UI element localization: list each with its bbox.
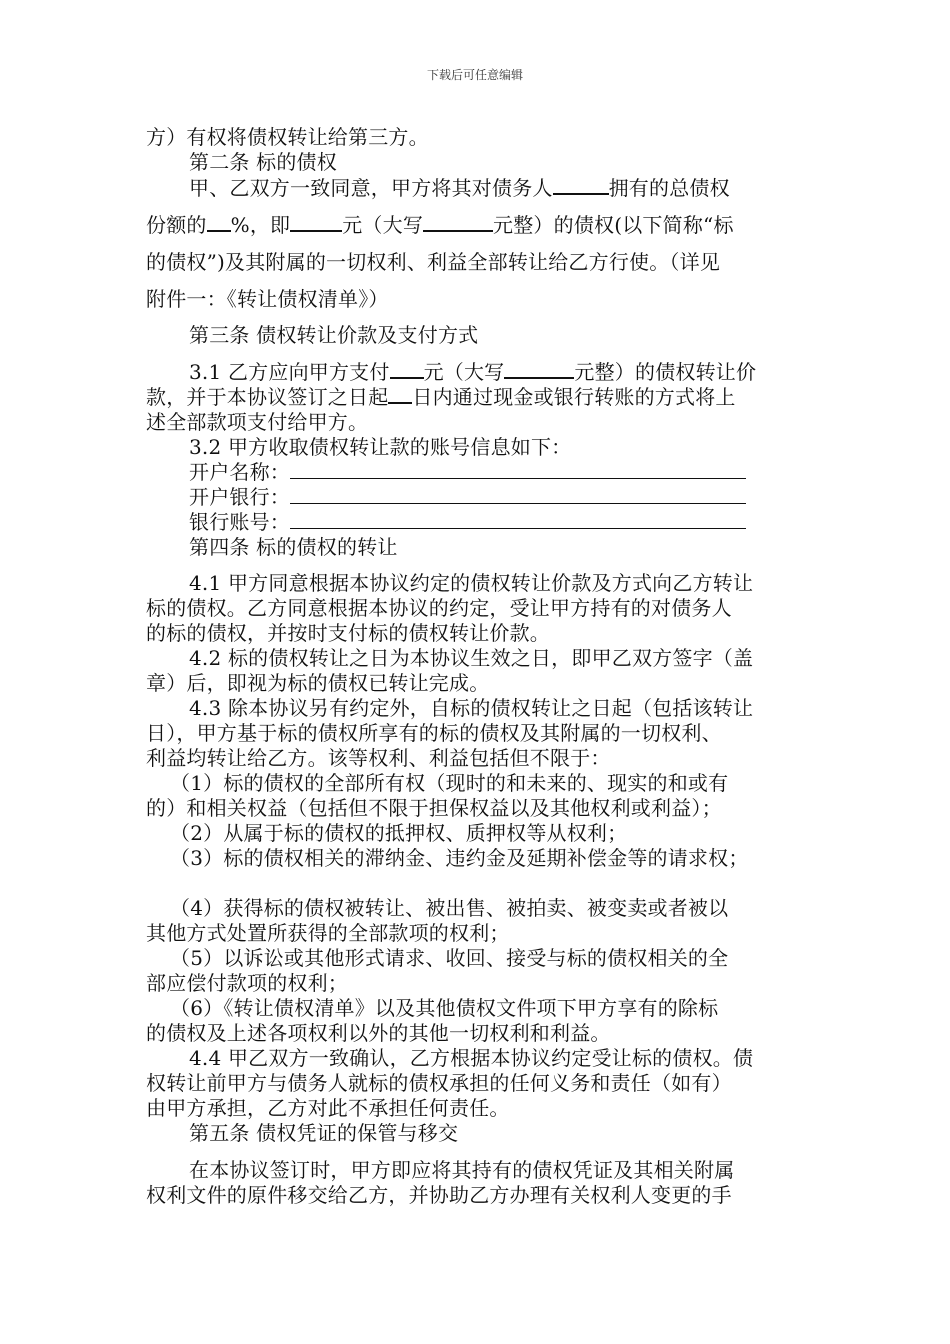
- text-fragment: 元整）的债权转让价: [574, 360, 757, 384]
- text-line: [146, 212, 734, 238]
- text-fragment: 拥有的总债权: [608, 176, 730, 200]
- blank-field: [207, 212, 231, 232]
- text-line: 标的债权。乙方同意根据本协议的约定，受让甲方持有的对债务人: [146, 596, 732, 620]
- text-line: 权转让前甲方与债务人就标的债权承担的任何义务和责任（如有）: [146, 1071, 732, 1095]
- text-line: 的）和相关权益（包括但不限于担保权益以及其他权利或利益）；: [146, 796, 722, 820]
- field-label: 开户银行：: [189, 485, 290, 509]
- text-line: 4.4 甲乙双方一致确认，乙方根据本协议约定受让标的债权。债: [189, 1046, 754, 1070]
- text-line: 由甲方承担，乙方对此不承担任何责任。: [146, 1096, 510, 1120]
- text-line: （6）《转让债权清单》以及其他债权文件项下甲方享有的除标: [170, 996, 719, 1020]
- account-bank-blank: [290, 485, 746, 504]
- section-heading: 第二条 标的债权: [189, 150, 337, 174]
- text-line: 4.2 标的债权转让之日为本协议生效之日，即甲乙双方签字（盖: [189, 646, 754, 670]
- blank-field: [390, 359, 424, 379]
- account-name-blank: [290, 460, 746, 479]
- blank-field: [423, 212, 493, 232]
- text-line: 其他方式处置所获得的全部款项的权利；: [146, 921, 510, 945]
- text-fragment: 元（大写: [342, 213, 424, 237]
- text-fragment: 份额的: [146, 213, 207, 237]
- text-line: 章）后，即视为标的债权已转让完成。: [146, 671, 490, 695]
- text-line: 的标的债权，并按时支付标的债权转让价款。: [146, 621, 550, 645]
- blank-field: [290, 212, 342, 232]
- text-line: 附件一：《转让债权清单》）: [146, 287, 389, 311]
- text-line: [189, 175, 730, 201]
- text-line: 述全部款项支付给甲方。: [146, 410, 369, 434]
- section-heading: 第四条 标的债权的转让: [189, 535, 398, 559]
- text-line: 权利文件的原件移交给乙方，并协助乙方办理有关权利人变更的手: [146, 1183, 732, 1207]
- account-bank-row: [189, 484, 746, 510]
- text-fragment: 元（大写: [423, 360, 505, 384]
- text-fragment: %，即: [230, 213, 291, 237]
- text-fragment: 元整）的债权(以下简称“标: [493, 213, 734, 237]
- blank-field: [504, 359, 574, 379]
- text-line: 的债权及上述各项权利以外的其他一切权利和利益。: [146, 1021, 611, 1045]
- section-heading: 第三条 债权转让价款及支付方式: [189, 323, 479, 347]
- text-line: 的债权”)及其附属的一切权利、利益全部转让给乙方行使。（详见: [146, 250, 721, 274]
- text-line: （2）从属于标的债权的抵押权、质押权等从权利；: [170, 821, 628, 845]
- text-fragment: 日内通过现金或银行转账的方式将上: [412, 385, 736, 409]
- text-line: （3）标的债权相关的滞纳金、违约金及延期补偿金等的请求权；: [170, 846, 749, 870]
- text-line: 在本协议签订时，甲方即应将其持有的债权凭证及其相关附属: [189, 1158, 735, 1182]
- text-line: （5）以诉讼或其他形式请求、收回、接受与标的债权相关的全: [170, 946, 729, 970]
- field-label: 银行账号：: [189, 510, 290, 534]
- text-fragment: 3.1 乙方应向甲方支付: [189, 360, 390, 384]
- page-header: 下载后可任意编辑: [426, 68, 523, 82]
- text-line: [146, 384, 736, 410]
- text-line: [189, 359, 756, 385]
- account-name-row: [189, 459, 746, 485]
- blank-field: [553, 175, 609, 195]
- text-line: （1）标的债权的全部所有权（现时的和未来的、现实的和或有: [170, 771, 729, 795]
- text-line: 4.3 除本协议另有约定外，自标的债权转让之日起（包括该转让: [189, 696, 754, 720]
- account-number-row: [189, 509, 746, 535]
- text-fragment: 款，并于本协议签订之日起: [146, 385, 389, 409]
- text-line: 利益均转让给乙方。该等权利、利益包括但不限于：: [146, 746, 611, 770]
- field-label: 开户名称：: [189, 460, 290, 484]
- text-line: 4.1 甲方同意根据本协议约定的债权转让价款及方式向乙方转让: [189, 571, 754, 595]
- blank-field: [388, 384, 412, 404]
- section-heading: 第五条 债权凭证的保管与移交: [189, 1121, 459, 1145]
- text-line: 3.2 甲方收取债权转让款的账号信息如下：: [189, 435, 572, 459]
- text-line: 方）有权将债权转让给第三方。: [146, 125, 429, 149]
- text-line: 部应偿付款项的权利；: [146, 971, 348, 995]
- text-line: （4）获得标的债权被转让、被出售、被拍卖、被变卖或者被以: [170, 896, 729, 920]
- text-fragment: 甲、乙双方一致同意，甲方将其对债务人: [189, 176, 553, 200]
- account-number-blank: [290, 510, 746, 529]
- text-line: 日），甲方基于标的债权所享有的标的债权及其附属的一切权利、: [146, 721, 722, 745]
